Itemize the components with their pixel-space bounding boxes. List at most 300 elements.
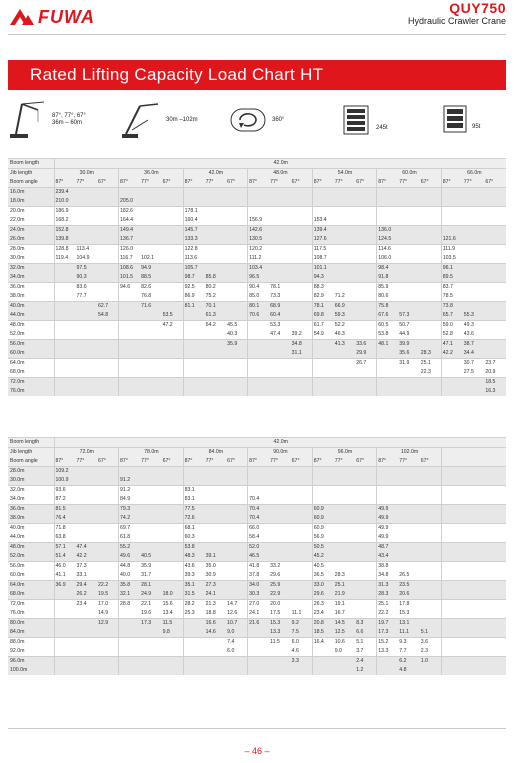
capacity-cell [140, 628, 162, 638]
capacity-cell: 49.6 [119, 552, 141, 562]
capacity-cell [226, 505, 248, 515]
capacity-cell: 149.4 [119, 226, 141, 236]
capacity-cell: 29.6 [270, 572, 281, 578]
capacity-cell [248, 638, 270, 648]
capacity-cell: 53.5 [162, 311, 184, 321]
table-row [8, 486, 506, 496]
capacity-cell: 60.4 [269, 311, 291, 321]
capacity-cell: 13.4 [162, 610, 173, 616]
capacity-cell [291, 533, 313, 543]
capacity-cell [398, 495, 420, 505]
capacity-cell: 9.8 [162, 628, 184, 638]
capacity-cell [97, 216, 119, 226]
spec-text: 30m –102m [166, 116, 198, 123]
capacity-cell [463, 197, 485, 207]
capacity-cell: 29.6 [312, 590, 334, 600]
capacity-cell: 12.6 [227, 610, 238, 616]
capacity-cell [377, 476, 399, 486]
boom-angle-header: 77° [76, 457, 98, 467]
capacity-cell: 47.4 [270, 331, 281, 337]
capacity-cell [334, 283, 356, 293]
boom-angle-header: 67° [97, 457, 119, 467]
capacity-cell: 45.5 [226, 321, 248, 331]
capacity-cell [484, 283, 506, 293]
boom-length-value: 42.0m [54, 438, 506, 448]
capacity-cell [226, 226, 248, 236]
table-row [8, 273, 506, 283]
capacity-cell [205, 647, 227, 657]
capacity-cell [76, 368, 98, 378]
capacity-cell [162, 340, 184, 350]
capacity-cell [140, 647, 162, 657]
capacity-cell [119, 387, 141, 396]
capacity-cell [355, 571, 377, 581]
capacity-cell: 9.0 [226, 628, 248, 638]
capacity-cell: 126.0 [119, 245, 141, 255]
capacity-cell [140, 245, 162, 255]
capacity-cell: 39.9 [398, 340, 420, 350]
capacity-cell [54, 302, 76, 312]
capacity-cell [54, 666, 76, 675]
capacity-cell [140, 235, 162, 245]
radius-cell: 16.0m [8, 188, 54, 198]
capacity-cell [355, 330, 377, 340]
jib-length-header: 78.0m [119, 448, 184, 458]
boom-angle-header: 77° [140, 178, 162, 188]
capacity-cell: 61.8 [119, 533, 141, 543]
capacity-cell [312, 666, 334, 675]
boom-angle-label: Boom angle [8, 457, 54, 467]
capacity-cell [76, 378, 98, 388]
radius-cell: 72.0m [8, 600, 54, 610]
capacity-cell [420, 321, 442, 331]
radius-cell: 28.0m [8, 245, 54, 255]
capacity-cell [334, 188, 356, 198]
capacity-cell [377, 666, 399, 675]
capacity-cell [97, 283, 119, 293]
capacity-cell [377, 349, 399, 359]
capacity-cell [140, 349, 162, 359]
boom-angle-header: 77° [140, 457, 162, 467]
capacity-cell: 108.6 [119, 264, 141, 274]
capacity-cell: 121.6 [441, 235, 463, 245]
capacity-cell: 88.5 [140, 273, 162, 283]
capacity-cell: 53.3 [269, 321, 291, 331]
capacity-cell [269, 254, 291, 264]
capacity-cell [484, 226, 506, 236]
capacity-cell [54, 264, 76, 274]
capacity-cell [76, 235, 98, 245]
radius-cell: 18.0m [8, 197, 54, 207]
capacity-cell: 44.9 [399, 331, 410, 337]
load-chart-table-1 [8, 158, 506, 396]
capacity-cell [162, 245, 184, 255]
capacity-cell: 90.3 [76, 273, 98, 283]
capacity-cell [162, 254, 184, 264]
capacity-cell [76, 359, 98, 369]
capacity-cell: 46.3 [334, 331, 345, 337]
radius-cell: 72.0m [8, 378, 54, 388]
capacity-cell [97, 467, 119, 477]
capacity-cell [355, 273, 377, 283]
capacity-cell [205, 188, 227, 198]
capacity-cell: 35.1 [183, 581, 205, 591]
capacity-cell [76, 476, 98, 486]
boom-angle-row [8, 178, 506, 188]
capacity-cell [248, 666, 270, 675]
capacity-cell: 34.0 [248, 581, 270, 591]
capacity-cell [226, 311, 248, 321]
capacity-cell [484, 188, 506, 198]
capacity-cell [420, 590, 442, 600]
capacity-cell [226, 254, 248, 264]
capacity-cell: 52.2 [334, 321, 356, 331]
capacity-cell [76, 387, 98, 396]
capacity-cell [97, 514, 119, 524]
boom-angle-header: 77° [334, 178, 356, 188]
capacity-cell: 111.2 [248, 254, 270, 264]
capacity-cell: 136.0 [377, 226, 399, 236]
capacity-cell [97, 628, 119, 638]
radius-cell: 60.0m [8, 349, 54, 359]
table-row [8, 321, 506, 331]
footer-divider [8, 728, 506, 729]
capacity-cell: 74.2 [119, 514, 141, 524]
capacity-cell [162, 264, 184, 274]
capacity-cell [334, 359, 356, 369]
capacity-cell [162, 283, 184, 293]
table-row [8, 207, 506, 217]
capacity-cell: 60.9 [312, 514, 334, 524]
capacity-cell: 73.8 [441, 302, 463, 312]
radius-cell: 32.0m [8, 486, 54, 496]
capacity-cell [484, 254, 506, 264]
capacity-cell: 128.8 [54, 245, 76, 255]
capacity-cell: 22.2 [377, 609, 399, 619]
table-row [8, 311, 506, 321]
capacity-cell [334, 235, 356, 245]
capacity-cell: 81.1 [183, 302, 205, 312]
capacity-cell: 11.1 [291, 610, 302, 616]
table-row [8, 543, 506, 553]
capacity-cell [119, 292, 141, 302]
capacity-cell: 65.7 [441, 311, 463, 321]
capacity-cell [162, 207, 184, 217]
capacity-cell [162, 467, 184, 477]
capacity-cell [420, 216, 442, 226]
capacity-cell [183, 638, 205, 648]
boom-angle-header: 77° [398, 457, 420, 467]
capacity-cell [54, 292, 76, 302]
capacity-cell: 119.4 [54, 254, 76, 264]
capacity-cell: 28.8 [119, 600, 141, 610]
capacity-cell [420, 495, 442, 505]
capacity-cell [291, 600, 313, 610]
capacity-cell [183, 330, 205, 340]
capacity-cell [334, 245, 356, 255]
capacity-cell: 49.9 [377, 505, 399, 515]
table-row [8, 562, 506, 572]
capacity-cell [97, 349, 119, 359]
capacity-cell: 114.6 [377, 245, 399, 255]
table-row [8, 216, 506, 226]
capacity-cell [76, 197, 98, 207]
capacity-cell: 21.6 [248, 619, 270, 629]
capacity-cell [140, 359, 162, 369]
capacity-cell [183, 321, 205, 331]
boom-angle-header: 67° [162, 457, 184, 467]
table-row [8, 533, 506, 543]
radius-cell: 84.0m [8, 628, 54, 638]
capacity-cell: 42.2 [441, 349, 463, 359]
capacity-cell: 29.9 [355, 349, 377, 359]
capacity-cell: 1.0 [420, 657, 442, 667]
capacity-cell [76, 666, 98, 675]
capacity-cell: 6.2 [398, 657, 420, 667]
capacity-cell: 100.9 [54, 476, 76, 486]
capacity-cell: 71.6 [140, 302, 162, 312]
capacity-cell: 31.9 [398, 359, 420, 369]
capacity-cell [334, 378, 356, 388]
capacity-cell [291, 254, 313, 264]
capacity-cell: 28.3 [334, 572, 345, 578]
table-row [8, 330, 506, 340]
capacity-cell: 78.1 [269, 283, 291, 293]
capacity-cell [54, 638, 76, 648]
capacity-cell [398, 524, 420, 534]
capacity-cell [248, 321, 270, 331]
capacity-cell [183, 340, 205, 350]
capacity-cell [484, 349, 506, 359]
capacity-cell [226, 524, 248, 534]
capacity-cell [226, 302, 248, 312]
capacity-cell [334, 505, 356, 515]
capacity-cell: 15.3 [399, 610, 410, 616]
capacity-cell [205, 349, 227, 359]
capacity-cell: 182.6 [119, 207, 141, 217]
capacity-cell: 205.0 [119, 197, 141, 207]
capacity-cell [248, 486, 270, 496]
page-number: – 46 – [244, 746, 270, 756]
capacity-cell [269, 533, 291, 543]
table-row [8, 609, 506, 619]
spec-item-superlift [340, 99, 388, 141]
capacity-cell: 85.9 [377, 283, 399, 293]
capacity-cell [355, 311, 377, 321]
capacity-cell [420, 245, 442, 255]
capacity-cell [119, 368, 141, 378]
capacity-cell [97, 552, 119, 562]
capacity-cell [420, 283, 442, 293]
capacity-cell [269, 188, 291, 198]
capacity-cell [162, 378, 184, 388]
capacity-cell: 60.5 [377, 321, 399, 331]
capacity-cell [119, 311, 141, 321]
capacity-cell [269, 235, 291, 245]
boom-angle-header: 67° [355, 457, 377, 467]
capacity-cell [377, 378, 399, 388]
capacity-cell [441, 368, 463, 378]
capacity-cell: 7.4 [226, 638, 248, 648]
capacity-cell [484, 302, 506, 312]
capacity-cell: 61.3 [205, 311, 227, 321]
capacity-cell: 82.9 [312, 292, 334, 302]
capacity-cell [54, 619, 76, 629]
capacity-cell: 41.8 [248, 562, 270, 572]
capacity-cell: 41.1 [54, 571, 76, 581]
capacity-cell: 83.1 [183, 495, 205, 505]
capacity-cell [484, 340, 506, 350]
capacity-cell: 33.1 [76, 572, 87, 578]
capacity-cell [248, 387, 270, 396]
product-subtitle: Hydraulic Crawler Crane [407, 16, 506, 26]
capacity-cell: 127.6 [312, 235, 334, 245]
capacity-cell: 81.5 [54, 505, 76, 515]
radius-cell: 44.0m [8, 311, 54, 321]
empty-cell [441, 505, 506, 515]
capacity-cell [355, 302, 377, 312]
capacity-cell: 70.6 [248, 311, 270, 321]
capacity-cell: 5.1 [420, 628, 442, 638]
luffing-jib-crane-icon [8, 100, 48, 140]
capacity-cell [291, 543, 313, 553]
capacity-cell [76, 628, 98, 638]
capacity-cell [334, 254, 356, 264]
boom-angle-header: 87° [54, 178, 76, 188]
capacity-cell: 1.2 [355, 666, 377, 675]
capacity-cell [248, 359, 270, 369]
jib-crane-icon [120, 100, 160, 140]
capacity-cell [205, 524, 227, 534]
capacity-cell: 70.4 [248, 505, 270, 515]
capacity-cell [484, 207, 506, 217]
capacity-cell: 46.5 [248, 552, 270, 562]
capacity-cell: 97.5 [76, 264, 98, 274]
capacity-cell [334, 197, 356, 207]
capacity-cell [205, 216, 227, 226]
capacity-cell: 31.7 [141, 572, 152, 578]
capacity-cell: 133.3 [183, 235, 205, 245]
capacity-cell [463, 235, 485, 245]
capacity-cell [355, 283, 377, 293]
jib-length-header: 96.0m [312, 448, 377, 458]
capacity-cell [226, 273, 248, 283]
capacity-cell [97, 254, 119, 264]
capacity-cell [248, 476, 270, 486]
capacity-cell [441, 378, 463, 388]
capacity-cell [463, 387, 485, 396]
capacity-cell [420, 476, 442, 486]
capacity-cell: 14.7 [226, 600, 248, 610]
radius-cell: 60.0m [10, 572, 25, 578]
jib-length-header: 60.0m [377, 169, 442, 179]
table-row [8, 235, 506, 245]
capacity-cell: 12.9 [97, 619, 119, 629]
table-row [8, 264, 506, 274]
capacity-cell [398, 533, 420, 543]
capacity-cell [420, 467, 442, 477]
capacity-cell [140, 524, 162, 534]
capacity-cell [97, 495, 119, 505]
capacity-cell: 25.1 [420, 359, 442, 369]
capacity-cell [334, 467, 356, 477]
capacity-cell [162, 292, 184, 302]
capacity-cell [463, 292, 485, 302]
capacity-cell [420, 292, 442, 302]
capacity-cell: 9.2 [291, 619, 313, 629]
capacity-cell [76, 495, 98, 505]
capacity-cell: 124.5 [377, 235, 399, 245]
capacity-cell: 70.1 [205, 302, 227, 312]
capacity-cell [398, 486, 420, 496]
capacity-cell: 33.2 [269, 562, 291, 572]
capacity-cell: 7.7 [399, 648, 407, 654]
capacity-cell [398, 235, 420, 245]
capacity-cell: 3.3 [291, 657, 313, 667]
capacity-cell: 108.7 [312, 254, 334, 264]
capacity-cell: 17.3 [377, 628, 399, 638]
empty-cell [441, 486, 506, 496]
capacity-cell [205, 657, 227, 667]
capacity-cell [355, 600, 377, 610]
boom-angle-header: 67° [420, 457, 442, 467]
capacity-cell: 44.8 [119, 562, 141, 572]
capacity-cell [398, 467, 420, 477]
capacity-cell [205, 543, 227, 553]
capacity-cell [420, 666, 442, 675]
capacity-cell: 92.5 [183, 283, 205, 293]
capacity-cell: 35.0 [205, 562, 227, 572]
capacity-cell [377, 486, 399, 496]
capacity-cell: 53.8 [377, 330, 399, 340]
capacity-cell: 16.4 [312, 638, 334, 648]
brand-name: FUWA [38, 6, 95, 27]
capacity-cell [205, 387, 227, 396]
capacity-cell: 40.0 [119, 571, 141, 581]
capacity-cell [183, 657, 205, 667]
capacity-cell: 55.2 [119, 543, 141, 553]
capacity-cell: 23.4 [312, 609, 334, 619]
boom-length-value: 42.0m [54, 159, 506, 169]
capacity-cell [140, 197, 162, 207]
capacity-cell: 71.2 [334, 293, 345, 299]
capacity-cell [97, 330, 119, 340]
capacity-cell: 36.9 [54, 581, 76, 591]
header-divider [8, 34, 506, 35]
jib-length-header: 102.0m [377, 448, 442, 458]
radius-cell: 80.0m [8, 619, 54, 629]
capacity-cell [97, 378, 119, 388]
capacity-cell [205, 514, 227, 524]
capacity-cell [355, 245, 377, 255]
capacity-cell: 34.4 [463, 349, 485, 359]
capacity-cell: 35.9 [226, 340, 248, 350]
capacity-cell [140, 207, 162, 217]
capacity-cell [119, 330, 141, 340]
table-row [8, 628, 506, 638]
capacity-cell: 31.5 [183, 590, 205, 600]
capacity-cell [334, 273, 356, 283]
capacity-cell [269, 273, 291, 283]
capacity-cell: 48.7 [377, 543, 399, 553]
capacity-cell: 48.1 [377, 340, 399, 350]
boom-angle-header: 77° [463, 178, 485, 188]
capacity-cell [162, 188, 184, 198]
capacity-cell [205, 476, 227, 486]
capacity-cell: 38.7 [463, 340, 485, 350]
capacity-cell [377, 197, 399, 207]
capacity-cell [97, 476, 119, 486]
